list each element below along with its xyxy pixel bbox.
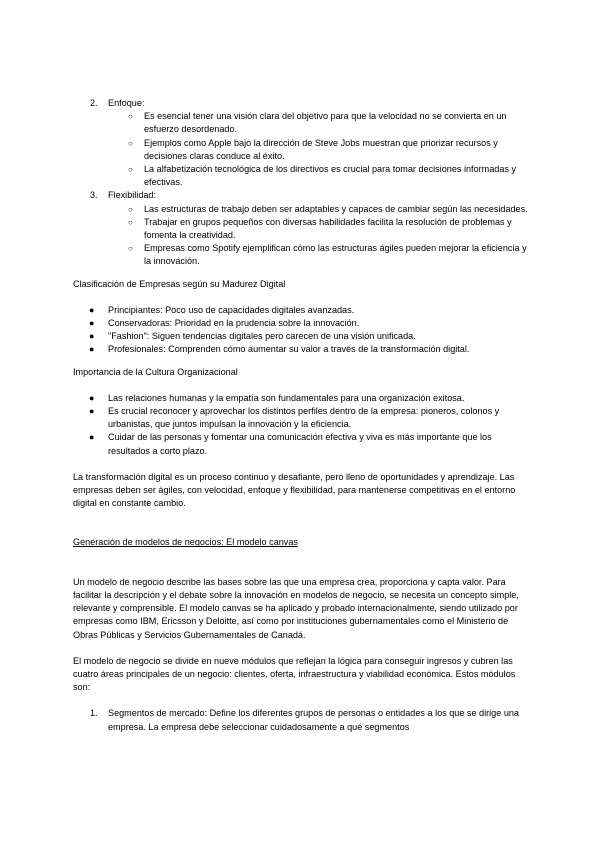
list-item bbox=[73, 343, 528, 356]
bullet-icon: ● bbox=[89, 392, 95, 403]
bullet-icon: ● bbox=[89, 304, 95, 315]
circle-bullet-icon: ○ bbox=[128, 138, 133, 148]
sub-list-text: Es esencial tener una visión clara del objetivo para que la velocidad no se convierta en un esfuerzo desordenado. bbox=[144, 111, 507, 135]
list-item-segmentos bbox=[73, 707, 528, 733]
list-number: 1. bbox=[90, 708, 98, 719]
list-item-title: Enfoque: bbox=[108, 98, 145, 108]
section-title: Generación de modelos de negocios: El modelo canvas bbox=[73, 537, 298, 548]
sub-list-text: Empresas como Spotify ejemplifican cómo las estructuras ágiles pueden mejorar la eficiencia y la innovación. bbox=[144, 243, 527, 267]
list-item-text: Segmentos de mercado: Define los diferentes grupos de personas o entidades a los que se dirige una empresa. La empresa debe seleccionar cuidadosamente a qué segmentos bbox=[108, 708, 519, 732]
circle-bullet-icon: ○ bbox=[128, 112, 133, 122]
list-item-text: Las relaciones humanas y la empatía son fundamentales para una organización exitosa. bbox=[108, 392, 465, 403]
list-item-text: Cuidar de las personas y fomentar una comunicación efectiva y viva es más importante que los resultados a corto plazo. bbox=[108, 432, 492, 456]
sub-list-text: La alfabetización tecnológica de los directivos es crucial para tomar decisiones informadas y efectivas. bbox=[144, 164, 517, 188]
list-item bbox=[73, 330, 528, 343]
sub-list-item bbox=[73, 242, 528, 268]
conclusion-paragraph: La transformación digital es un proceso continuo y desafiante, pero lleno de oportunidades y aprendizaje. Las empresas deben ser ágiles, con velocidad, enfoque y flexibilidad, para mantenerse competitivas en el entorno digital en constante cambio. bbox=[73, 471, 516, 509]
cultura-heading: Importancia de la Cultura Organizacional bbox=[73, 366, 238, 377]
canvas-paragraph-2: El modelo de negocio se divide en nueve módulos que reflejan la lógica para conseguir ingresos y cubren las cuatro áreas principales de un negocio: clientes, oferta, infraestructura y viabilidad económica. Estos módulos son: bbox=[73, 655, 516, 693]
document-content bbox=[73, 97, 528, 734]
cultura-list bbox=[73, 392, 528, 458]
madurez-heading: Clasificación de Empresas según su Madurez Digital bbox=[73, 278, 286, 289]
list-item-text: Conservadoras: Prioridad en la prudencia sobre la innovación. bbox=[108, 318, 360, 329]
list-item-text: Profesionales: Comprenden cómo aumentar su valor a través de la transformación digital. bbox=[108, 344, 470, 355]
list-item bbox=[73, 317, 528, 330]
sub-list-item bbox=[73, 203, 528, 216]
list-item-enfoque bbox=[73, 97, 528, 110]
madurez-list bbox=[73, 304, 528, 357]
list-number: 2. bbox=[90, 98, 98, 108]
bullet-icon: ● bbox=[89, 331, 95, 342]
list-item-flexibilidad bbox=[73, 189, 528, 202]
sub-list-item bbox=[73, 110, 528, 136]
list-item-text: "Fashion": Siguen tendencias digitales pero carecen de una visión unificada. bbox=[108, 331, 416, 342]
list-item bbox=[73, 392, 528, 405]
enfoque-sublist bbox=[73, 110, 528, 189]
list-item bbox=[73, 431, 528, 457]
list-item-text: Es crucial reconocer y aprovechar los distintos perfiles dentro de la empresa: pioneros, colonos y urbanistas, que juntos impulsan la innovación y la eficiencia. bbox=[108, 406, 500, 430]
list-item-text: Principiantes: Poco uso de capacidades digitales avanzadas. bbox=[108, 304, 355, 315]
list-item-title: Flexibilidad: bbox=[108, 190, 157, 201]
sub-list-item bbox=[73, 163, 528, 189]
sub-list-text: Las estructuras de trabajo deben ser adaptables y capaces de cambiar según las necesidades. bbox=[144, 203, 528, 214]
circle-bullet-icon: ○ bbox=[128, 204, 133, 214]
list-item bbox=[73, 405, 528, 431]
bullet-icon: ● bbox=[89, 318, 95, 329]
sub-list-item bbox=[73, 137, 528, 163]
flexibilidad-sublist bbox=[73, 203, 528, 269]
sub-list-text: Trabajar en grupos pequeños con diversas habilidades facilita la resolución de problemas y fomenta la creatividad. bbox=[144, 216, 512, 241]
bullet-icon: ● bbox=[89, 344, 95, 355]
list-number: 3. bbox=[90, 190, 98, 201]
circle-bullet-icon: ○ bbox=[128, 244, 133, 254]
list-item bbox=[73, 304, 528, 317]
bullet-icon: ● bbox=[89, 406, 95, 417]
circle-bullet-icon: ○ bbox=[128, 165, 133, 175]
sub-list-item bbox=[73, 216, 528, 242]
bullet-icon: ● bbox=[89, 432, 95, 443]
sub-list-text: Ejemplos como Apple bajo la dirección de Steve Jobs muestran que priorizar recursos y decisiones claras conduce al éxito. bbox=[144, 137, 498, 161]
circle-bullet-icon: ○ bbox=[128, 217, 133, 227]
canvas-paragraph-1: Un modelo de negocio describe las bases sobre las que una empresa crea, proporciona y capta valor. Para facilitar la descripción y el debate sobre la innovación en modelos de negocio, se necesita un concepto simple, relevante y comprensible. El modelo canvas se ha aplicado y probado internacionalmente, siendo utilizado por empresas como IBM, Ericsson y Deloitte, así como por instituciones gubernamentales como el Ministerio de Obras Públicas y Servicios Gubernamentales de Canadá. bbox=[73, 576, 519, 640]
